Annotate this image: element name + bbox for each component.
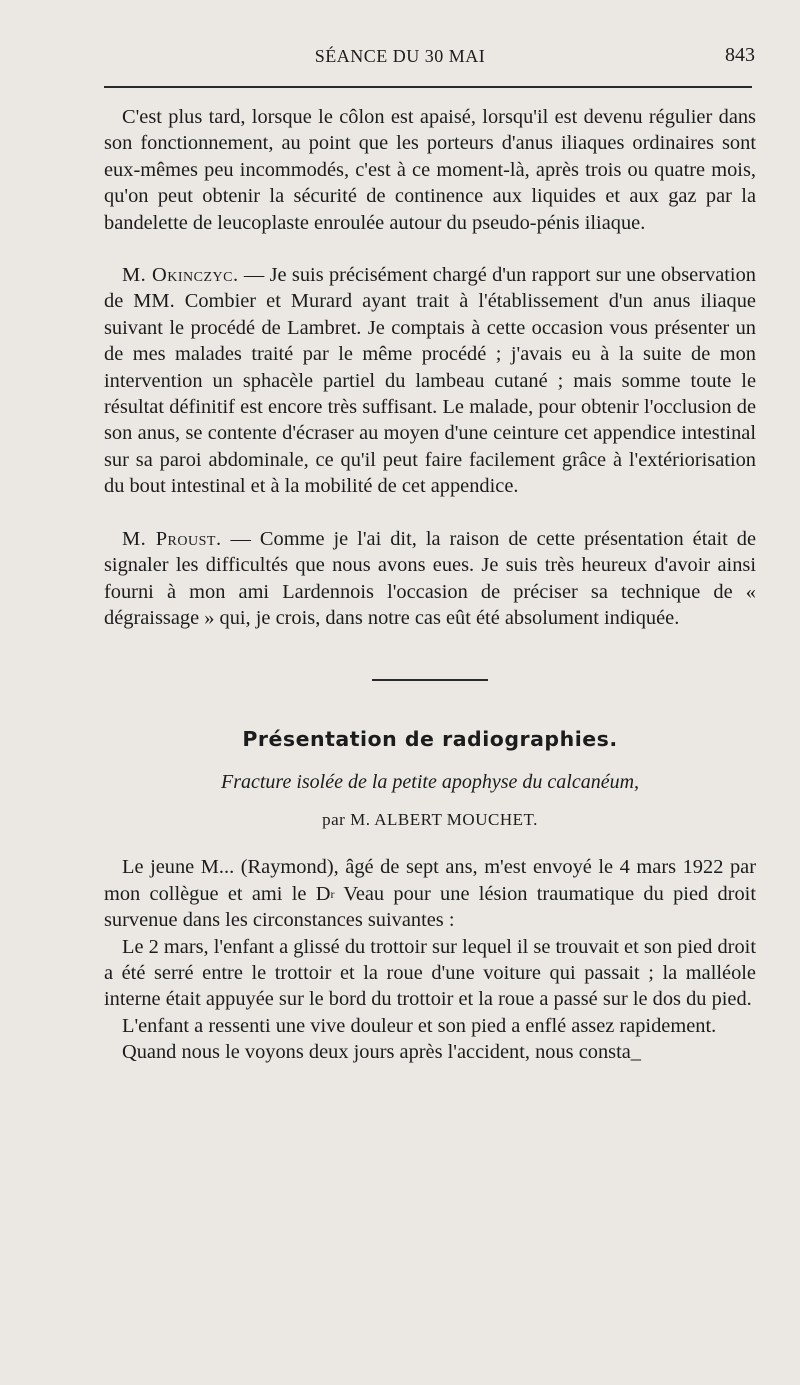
discussion-paragraph	[104, 262, 756, 500]
speaker-text: — Comme je l'ai dit, la raison de cette présentation était de signaler les difficultés que nous avons eues. Je suis très heureux d'avoir ainsi fourni à mon ami Lardennois l'occasion de préciser sa technique de « dégraissage » qui, je crois, dans notre cas eût été absolument indiquée.	[104, 527, 756, 629]
article-text: Veau pour une lésion traumatique du pied droit survenue dans les circonstances suivantes :	[104, 882, 756, 932]
article-paragraph: Le 2 mars, l'enfant a glissé du trottoir sur lequel il se trouvait et son pied droit a été serré entre le trottoir et la roue d'une voiture qui passait ; la malléole interne était appuyée sur le bord du trottoir et la roue a passé sur le dos du pied.	[104, 935, 756, 1011]
speaker-text: — Je suis précisément chargé d'un rapport sur une observation de MM. Combier et Murard ayant trait à l'établissement d'un anus iliaque suivant le procédé de Lambret. Je comptais à cette occasion vous présenter un de mes malades traité par le même procédé ; j'avais eu à la suite de mon intervention un sphacèle partiel du lambeau cutané ; mais somme toute le résultat définitif est encore très suffisant. Le malade, pour obtenir l'occlusion de son anus, se contente d'écraser au moyen d'une ceinture cet appendice intestinal sur sa paroi abdominale, ce qu'il peut faire facilement grâce à l'extériorisation du bout intestinal et à la mobilité de cet appendice.	[104, 264, 756, 498]
article-paragraph: L'enfant a ressenti une vive douleur et son pied a enflé assez rapidement.	[122, 1014, 717, 1037]
running-head	[0, 42, 800, 72]
page-body	[104, 104, 756, 1066]
page-number: 843	[725, 44, 755, 66]
header-rule	[104, 86, 752, 88]
paragraph-gap	[104, 236, 756, 262]
running-title: SÉANCE DU 30 MAI	[314, 46, 486, 66]
speaker-name: M. Proust.	[122, 527, 222, 550]
article-text: Le jeune M... (Raymond), âgé de sept ans, m'est envoyé le 4 mars 1922 par mon collègue et ami le D	[104, 856, 756, 905]
speaker-name: M. Okinczyc.	[122, 264, 239, 287]
superscript: r	[330, 886, 335, 901]
article-subtitle: Fracture isolée de la petite apophyse du calcanéum,	[220, 771, 640, 794]
discussion-paragraph	[104, 526, 756, 632]
section-separator	[372, 679, 488, 681]
article-paragraph: Quand nous le voyons deux jours après l'accident, nous consta_	[122, 1041, 641, 1064]
article-paragraph	[104, 854, 756, 933]
section-title: Présentation de radiographies.	[242, 727, 618, 752]
discussion-paragraph: C'est plus tard, lorsque le côlon est apaisé, lorsqu'il est devenu régulier dans son fonctionnement, au point que les porteurs d'anus iliaques ordinaires sont eux-mêmes peu incommodés, c'est à ce moment-là, après trois ou quatre mois, qu'on peut obtenir la sécurité de continence aux liquides et aux gaz par la bandelette de leucoplaste enroulée autour du pseudo-pénis iliaque.	[104, 106, 756, 234]
article-body	[104, 854, 756, 1065]
article-byline: par M. ALBERT MOUCHET.	[322, 810, 538, 830]
paragraph-gap	[104, 500, 756, 526]
